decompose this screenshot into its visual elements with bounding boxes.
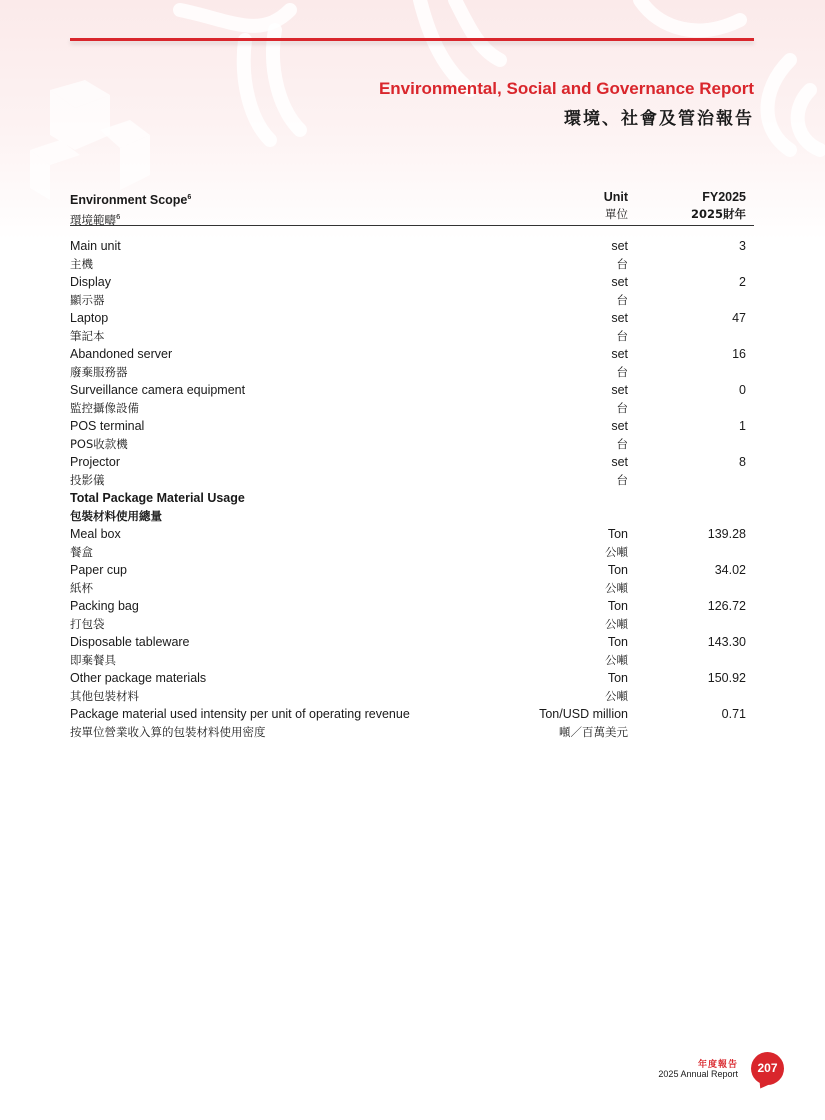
row-value: 139.28 xyxy=(707,527,746,541)
footnote-marker-zh: 6 xyxy=(116,213,121,222)
row-label-zh: 主機 xyxy=(70,256,93,271)
table-row xyxy=(70,238,754,274)
table-row xyxy=(70,382,754,418)
row-unit-zh: 台 xyxy=(616,472,628,487)
row-value: 8 xyxy=(739,455,746,469)
row-label-zh: 廢棄服務器 xyxy=(70,364,128,379)
table-row xyxy=(70,634,754,670)
table-body xyxy=(70,226,754,742)
row-label-en: Projector xyxy=(70,455,121,469)
report-title-zh: 環境、社會及管治報告 xyxy=(564,109,754,129)
row-label-zh: 即棄餐具 xyxy=(70,652,116,667)
row-unit-en: set xyxy=(611,419,628,433)
page-number-badge: 207 xyxy=(751,1052,784,1085)
row-unit-zh: 公噸 xyxy=(605,652,628,667)
row-unit-zh: 台 xyxy=(616,292,628,307)
row-label-en: Packing bag xyxy=(70,599,139,613)
row-label-zh: 紙杯 xyxy=(70,580,93,595)
row-unit-en: set xyxy=(611,347,628,361)
row-value: 2 xyxy=(739,275,746,289)
row-unit-zh: 公噸 xyxy=(605,616,628,631)
row-label-zh: 顯示器 xyxy=(70,292,105,307)
row-unit-zh: 台 xyxy=(616,400,628,415)
table-row xyxy=(70,706,754,742)
row-label-en: Abandoned server xyxy=(70,347,173,361)
row-unit-en: set xyxy=(611,311,628,325)
column-scope xyxy=(70,189,191,229)
section-heading-zh: 包裝材料使用總量 xyxy=(70,508,162,523)
section-heading-en: Total Package Material Usage xyxy=(70,491,245,505)
row-label-zh: 投影儀 xyxy=(70,472,105,487)
row-unit-en: Ton xyxy=(607,527,628,541)
row-label-zh: POS收款機 xyxy=(70,436,128,451)
row-value: 0 xyxy=(739,383,746,397)
table-row xyxy=(70,598,754,634)
column-unit-zh: 單位 xyxy=(605,207,628,221)
row-unit-zh: 台 xyxy=(616,436,628,451)
table-row xyxy=(70,562,754,598)
row-value: 16 xyxy=(732,347,746,361)
row-label-zh: 餐盒 xyxy=(70,544,93,559)
footer-report-en: 2025 Annual Report xyxy=(658,1069,738,1079)
row-unit-en: Ton xyxy=(607,599,628,613)
table-row xyxy=(70,310,754,346)
table-row xyxy=(70,418,754,454)
row-value: 0.71 xyxy=(721,707,746,721)
row-unit-zh: 台 xyxy=(616,328,628,343)
row-unit-en: set xyxy=(611,455,628,469)
footer-report-zh: 年度報告 xyxy=(697,1060,738,1070)
column-fy-en: FY2025 xyxy=(702,190,746,204)
table-row xyxy=(70,526,754,562)
column-scope-en: Environment Scope xyxy=(70,193,188,208)
row-label-en: POS terminal xyxy=(70,419,145,433)
row-unit-en: Ton/USD million xyxy=(539,707,628,721)
column-scope-zh: 環境範疇 xyxy=(70,212,116,227)
environment-table xyxy=(70,188,754,742)
row-value: 143.30 xyxy=(707,635,746,649)
row-label-en: Paper cup xyxy=(70,563,127,577)
row-label-en: Surveillance camera equipment xyxy=(70,383,246,397)
table-row xyxy=(70,454,754,490)
footnote-marker: 6 xyxy=(187,194,192,201)
report-title-en: Environmental, Social and Governance Report xyxy=(378,79,754,98)
row-unit-en: set xyxy=(611,239,628,253)
row-unit-en: Ton xyxy=(607,671,628,685)
row-value: 34.02 xyxy=(714,563,746,577)
row-label-zh: 其他包裝材料 xyxy=(70,688,139,703)
row-value: 47 xyxy=(732,311,746,325)
row-value: 126.72 xyxy=(707,599,746,613)
column-fy-zh: 2025財年 xyxy=(690,207,746,221)
row-value: 150.92 xyxy=(707,671,746,685)
row-label-zh: 打包袋 xyxy=(70,616,105,631)
table-row xyxy=(70,670,754,706)
top-rule xyxy=(70,38,754,41)
table-header xyxy=(70,188,754,226)
row-label-en: Main unit xyxy=(70,239,121,253)
row-unit-en: Ton xyxy=(607,635,628,649)
row-value: 1 xyxy=(739,419,746,433)
row-label-zh: 監控攝像設備 xyxy=(70,400,139,415)
row-label-en: Display xyxy=(70,275,111,289)
row-value: 3 xyxy=(739,239,746,253)
table-row xyxy=(70,346,754,382)
row-unit-zh: 公噸 xyxy=(605,580,628,595)
column-unit-en: Unit xyxy=(603,190,628,204)
row-unit-zh: 公噸 xyxy=(605,688,628,703)
row-unit-zh: 公噸 xyxy=(605,544,628,559)
row-unit-en: set xyxy=(611,383,628,397)
row-label-zh: 按單位營業收入算的包裝材料使用密度 xyxy=(70,724,266,739)
row-label-en: Disposable tableware xyxy=(70,635,190,649)
row-label-zh: 筆記本 xyxy=(70,328,105,343)
row-label-en: Other package materials xyxy=(70,671,207,685)
row-unit-en: set xyxy=(611,275,628,289)
row-label-en: Package material used intensity per unit of operating revenue xyxy=(70,707,410,721)
row-unit-zh: 台 xyxy=(616,256,628,271)
row-unit-zh: 噸／百萬美元 xyxy=(559,724,628,739)
section-heading-row xyxy=(70,490,754,526)
row-unit-en: Ton xyxy=(607,563,628,577)
column-fy2025 xyxy=(691,189,746,223)
row-label-en: Meal box xyxy=(70,527,121,541)
column-unit xyxy=(604,189,628,223)
row-unit-zh: 台 xyxy=(616,364,628,379)
row-label-en: Laptop xyxy=(70,311,109,325)
table-row xyxy=(70,274,754,310)
